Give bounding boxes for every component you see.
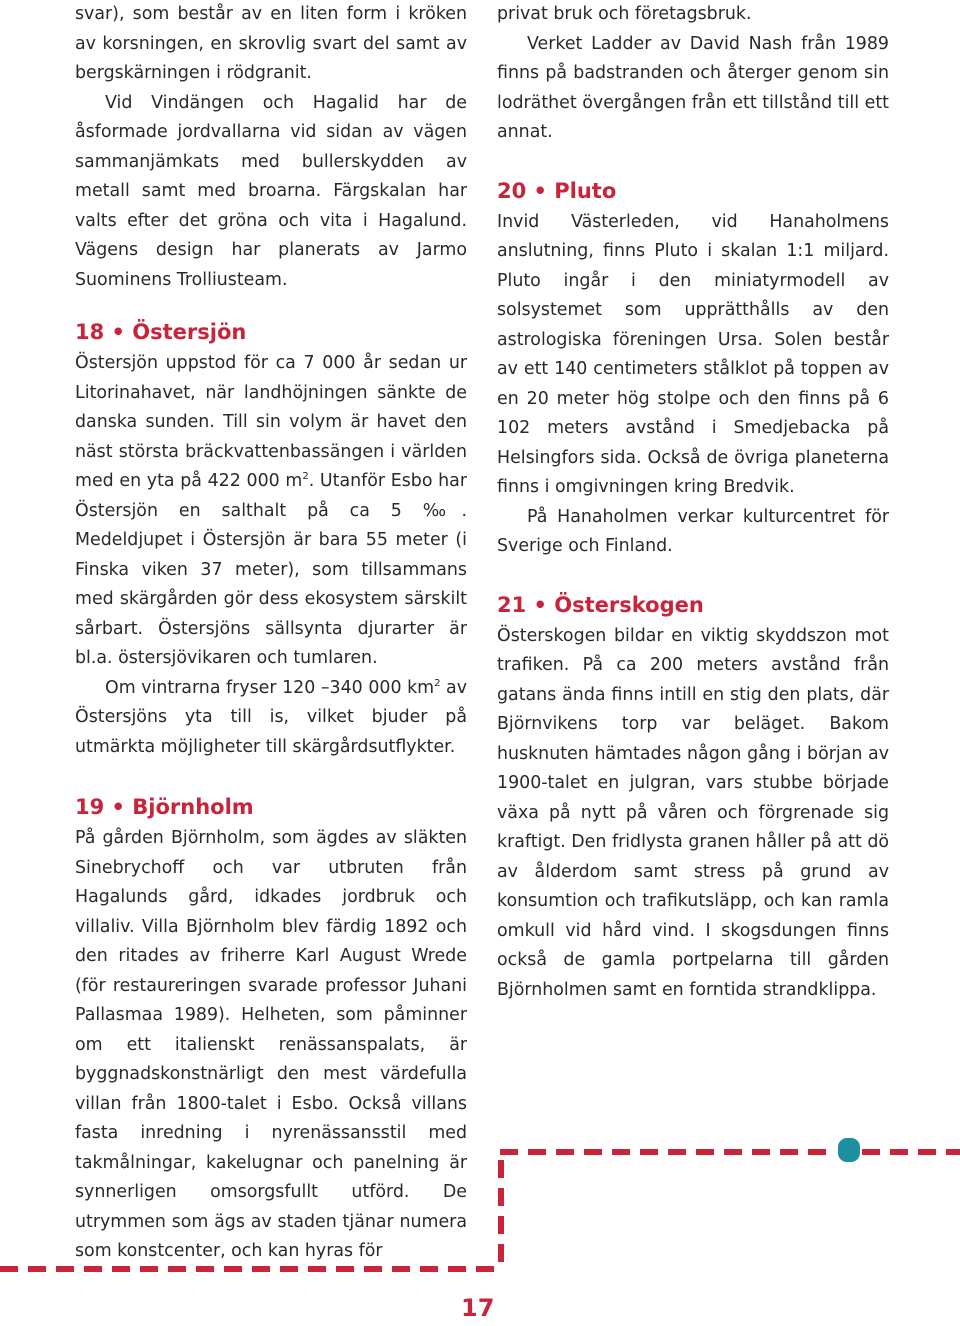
text-run: Östersjön uppstod för ca 7 000 år sedan ur Litorinahavet, när landhöjningen sänkte de danska sunden. Till sin volym är havet den näst största bräckvattenbassängen i världen med en yta på 422 000 m — [75, 353, 467, 491]
text-run: Om vintrarna fryser 120 –340 000 km — [105, 677, 435, 698]
dashed-route-line — [500, 1149, 836, 1155]
dashed-route-line — [498, 1160, 504, 1268]
section-heading-19: 19 • Björnholm — [75, 795, 254, 819]
paragraph: På Hanaholmen verkar kulturcentret för Sverige och Finland. — [497, 506, 889, 556]
paragraph: Österskogen bildar en viktig skyddszon mot trafiken. På ca 200 meters avstånd från gatans ända finns intill en stig den plats, där Björnvikens torp var beläget. Bakom husknuten hämtades någon gång i början av 1900-talet en julgran, vars stubbe började växa på nytt på våren och förgrenade sig kraftigt. Den fridlysta granen håller på att dö av ålderdom samt stress på grund av konsumtion och trafikutsläpp, och kan ramla omkull vid hård vind. I skogsdungen finns också de gamla portpelarna till gården Björnholmen samt en forntida strandklippa. — [497, 625, 889, 1000]
left-column — [75, 0, 467, 1267]
right-column — [497, 0, 889, 1005]
paragraph: privat bruk och företagsbruk. — [497, 4, 752, 24]
paragraph — [75, 349, 467, 674]
superscript: 2 — [434, 677, 441, 689]
paragraph: Verket Ladder av David Nash från 1989 finns på badstranden och återger genom sin lodräthet övergången från ett tillstånd till ett annat. — [497, 33, 889, 142]
dashed-route-line — [0, 1266, 500, 1272]
section-heading-18: 18 • Östersjön — [75, 320, 247, 344]
dashed-route-line — [862, 1149, 960, 1155]
section-heading-21: 21 • Österskogen — [497, 592, 704, 617]
paragraph: svar), som består av en liten form i kröken av korsningen, en skrovlig svart del samt av bergskärningen i rödgranit. — [75, 4, 467, 83]
paragraph: Invid Västerleden, vid Hanaholmens anslutning, finns Pluto i skalan 1:1 miljard. Pluto ingår i den miniatyrmodell av solsystemet som upprätthålls av den astrologiska föreningen Ursa. Solen består av ett 140 centimeters stålklot på toppen av en 20 meter hög stolpe och den finns på 6 102 meters avstånd i Smedjebacka på Helsingfors sida. Också de övriga planeterna finns i omgivningen kring Bredvik. — [497, 211, 889, 497]
paragraph: Vid Vindängen och Hagalid har de åsformade jordvallarna vid sidan av vägen sammanjämkats med bullerskydden av metall samt med broarna. Färgskalan har valts efter det gröna och vita i Hagalund. Vägens design har planerats av Jarmo Suominens Trolliusteam. — [75, 92, 467, 290]
paragraph — [75, 674, 467, 763]
paragraph: På gården Björnholm, som ägdes av släkten Sinebrychoff och var utbruten från Hagalunds gård, idkades jordbruk och villaliv. Villa Björnholm blev färdig 1892 och den ritades av friherre Karl August Wrede (för restaureringen svarade professor Juhani Pallasmaa 1989). Helheten, som påminner om ett italienskt renässanspalats, är byggnadskonstnärligt den mest värdefulla villan från 1800-talet i Esbo. Också villans fasta inredning i nyrenässansstil med takmålningar, kakelugnar och panelning är synnerligen omsorgsfullt utförd. De utrymmen som ägs av staden tjänar numera som konstcenter, och kan hyras för — [75, 828, 467, 1261]
section-heading-20: 20 • Pluto — [497, 178, 617, 203]
route-marker-dot — [838, 1138, 860, 1162]
text-run: . Utanför Esbo har Östersjön en salthalt på ca 5 ‰. Medeldjupet i Östersjön är bara 55 meter (i Finska viken 37 meter), som tillsammans med skärgården gör dess ekosystem särskilt sårbart. Östersjöns sällsynta djurarter är bl.a. östersjövikaren och tumlaren. — [75, 471, 467, 668]
text-run: av Östersjöns yta till is, vilket bjuder på utmärkta möjligheter till skärgårdsutflykter. — [75, 677, 467, 757]
superscript: 2 — [302, 471, 309, 483]
page-number: 17 — [461, 1294, 495, 1322]
